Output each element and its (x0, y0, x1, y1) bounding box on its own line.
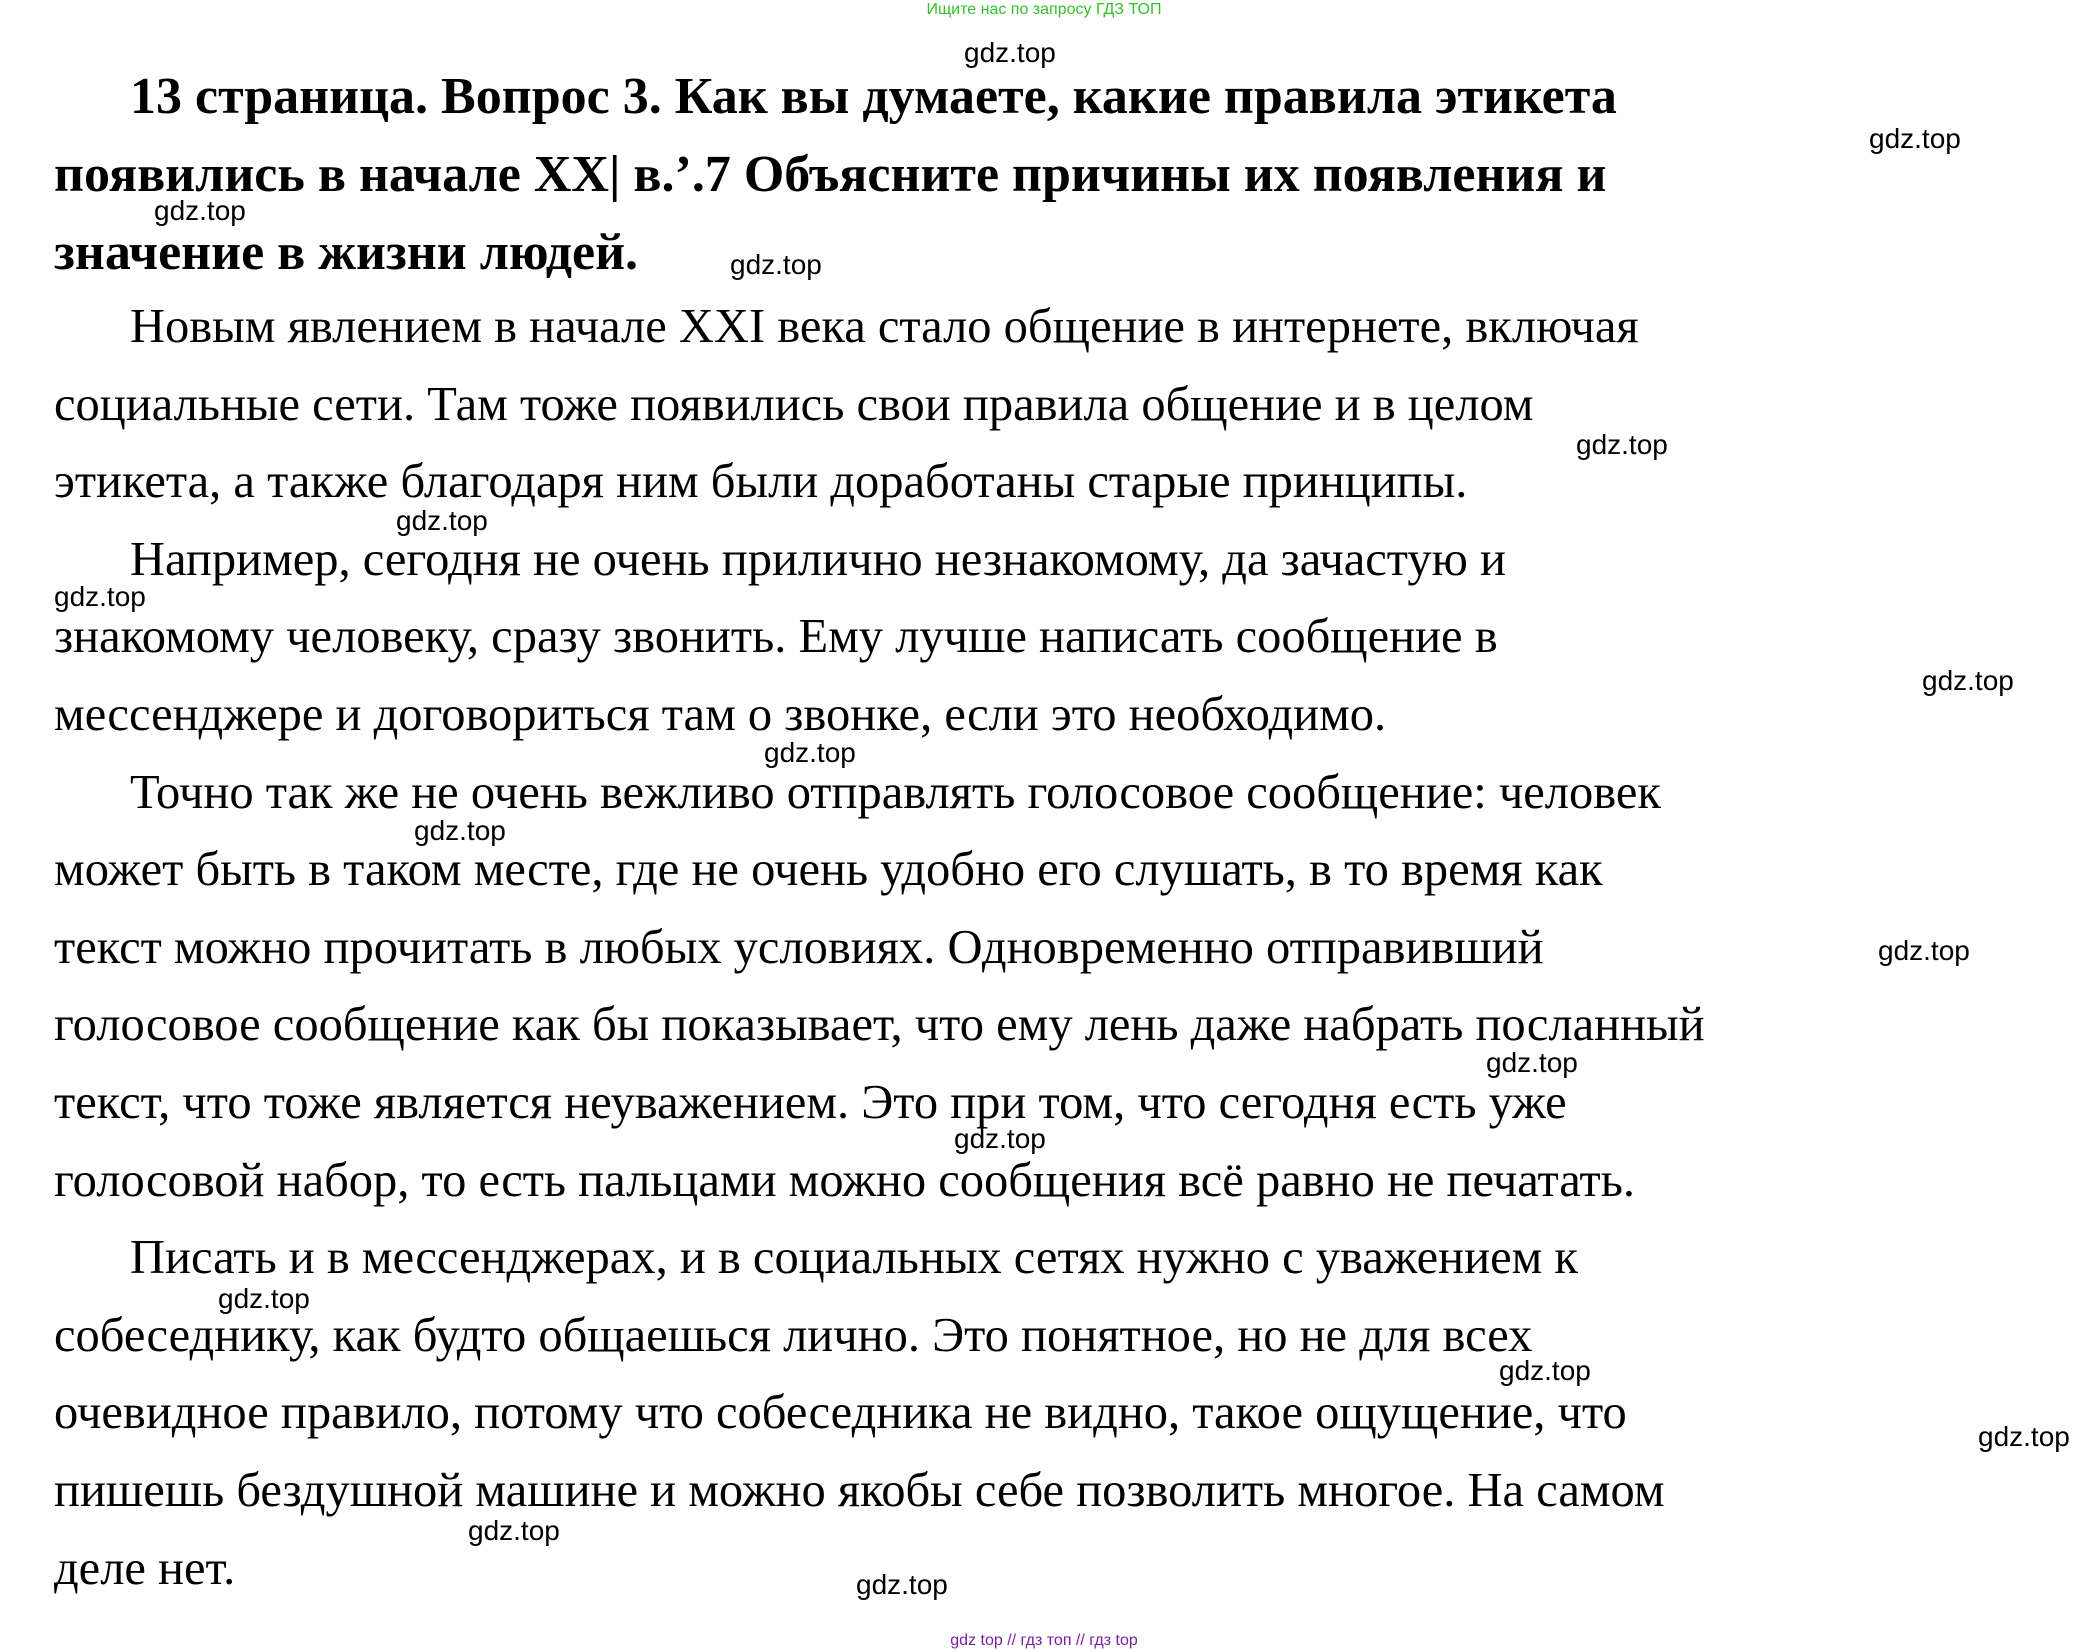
text-line: текст можно прочитать в любых условиях. Одновременно отправивший (54, 920, 1544, 974)
answer-paragraph-2 (54, 521, 2069, 754)
text-line: этикета, а также благодаря ним были доработаны старые принципы. (54, 455, 1468, 509)
watermark: gdz.top (218, 1283, 310, 1314)
watermark: gdz.top (396, 505, 488, 536)
watermark: gdz.top (468, 1515, 560, 1546)
answer-body (54, 288, 2069, 1607)
watermark: gdz.top (764, 737, 856, 768)
text-line: текст, что тоже является неуважением. Это при том, что сегодня есть уже (54, 1075, 1567, 1129)
text-line: Например, сегодня не очень прилично незнакомому, да зачастую и (130, 532, 1506, 586)
watermark: gdz.top (954, 1123, 1046, 1154)
question-heading: 13 страница. Вопрос 3. Как вы думаете, какие правила этикета появились в начале XX| в.’.7 Объясните причины их появления и значение в жизни людей. (54, 68, 1617, 281)
text-line: Новым явлением в начале XXI века стало общение в интернете, включая (130, 300, 1639, 353)
text-line: может быть в таком месте, где не очень удобно его слушать, в то время как (54, 843, 1603, 897)
watermark: gdz.top (856, 1569, 948, 1600)
text-line: мессенджере и договориться там о звонке, если это необходимо. (54, 687, 1387, 741)
watermark: gdz.top (1978, 1421, 2070, 1452)
text-line: пишешь бездушной машине и можно якобы себе позволить многое. На самом (54, 1463, 1665, 1517)
text-line: Писать и в мессенджерах, и в социальных сетях нужно с уважением к (130, 1231, 1578, 1285)
watermark: gdz.top (1869, 123, 1961, 154)
text-line: очевидное правило, потому что собеседника не видно, такое ощущение, что (54, 1386, 1627, 1440)
watermark: gdz.top (1499, 1355, 1591, 1386)
answer-paragraph-3 (54, 754, 2069, 1220)
watermark: gdz.top (154, 195, 246, 226)
text-line: знакомому человеку, сразу звонить. Ему лучше написать сообщение в (54, 610, 1498, 664)
watermark: gdz.top (964, 37, 1056, 68)
text-line: деле нет. (54, 1541, 236, 1595)
watermark: gdz.top (414, 815, 506, 846)
watermark: gdz.top (54, 581, 146, 612)
text-line: собеседнику, как будто общаешься лично. Это понятное, но не для всех (54, 1308, 1533, 1362)
answer-paragraph-4 (54, 1219, 2069, 1607)
top-search-banner: Ищите нас по запросу ГДЗ ТОП (926, 1, 1162, 18)
watermark: gdz.top (1576, 429, 1668, 460)
text-line: голосовой набор, то есть пальцами можно сообщения всё равно не печатать. (54, 1153, 1635, 1207)
watermark: gdz.top (730, 249, 822, 280)
text-line: голосовое сообщение как бы показывает, что ему лень даже набрать посланный (54, 998, 1705, 1052)
bottom-banner: gdz top // гдз топ // гдз top (950, 1632, 1138, 1649)
answer-paragraph-1 (54, 288, 2069, 521)
text-line: Точно так же не очень вежливо отправлять голосовое сообщение: человек (130, 765, 1661, 819)
watermark: gdz.top (1922, 665, 2014, 696)
watermark: gdz.top (1486, 1047, 1578, 1078)
watermark: gdz.top (1878, 935, 1970, 966)
text-line: социальные сети. Там тоже появились свои правила общение и в целом (54, 377, 1534, 431)
